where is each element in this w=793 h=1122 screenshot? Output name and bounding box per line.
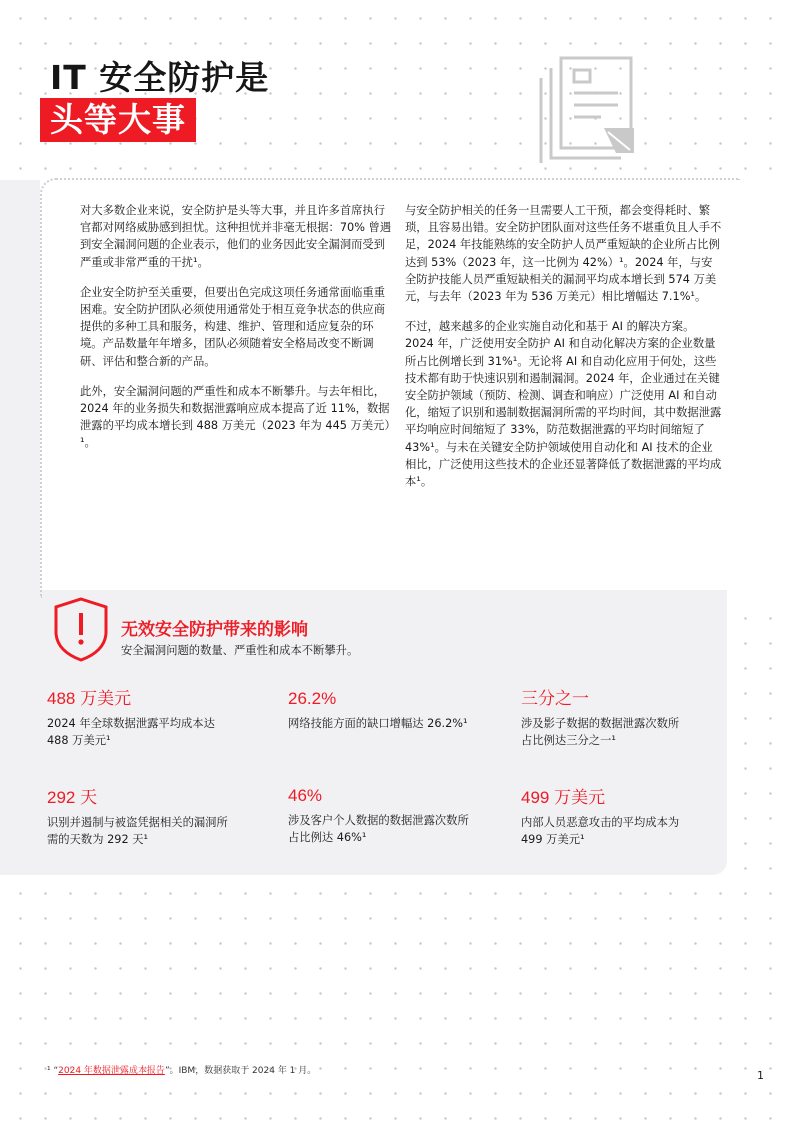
stat-item — [521, 786, 731, 848]
stat-item — [521, 687, 731, 749]
paragraph: 与安全防护相关的任务一旦需要人工干预，都会变得耗时、繁琐，且容易出错。安全防护团队面对这些任务不堪重负且人手不足，2024 年技能熟练的安全防护人员严重短缺的企业所占比例达到 53%（2023 年，这一比例为 42%）¹。2024 年，与安全防护技能人员严重短缺相关的漏洞平均成本增长到 574 万美元，与去年（2023 年为 536 万美元）相比增幅达 7.1%¹。 — [405, 204, 722, 304]
stat-item — [47, 687, 257, 749]
stat-description: 涉及影子数据的数据泄露次数所占比例达三分之一¹ — [521, 717, 680, 747]
report-link[interactable]: 2024 年数据泄露成本报告 — [58, 1066, 165, 1076]
paragraph: 此外，安全漏洞问题的严重性和成本不断攀升。与去年相比，2024 年的业务损失和数据泄露响应成本提高了近 11%，数据泄露的平均成本增长到 488 万美元（2023 年为 445 万美元）¹。 — [80, 384, 391, 450]
stat-value: 26.2% — [288, 689, 337, 708]
impact-subheading: 安全漏洞问题的数量、严重性和成本不断攀升。 — [121, 644, 359, 657]
paragraph: 不过，越来越多的企业实施自动化和基于 AI 的解决方案。2024 年，广泛使用安全防护 AI 和自动化解决方案的企业数量所占比例增长到 31%¹。无论将 AI 和自动化应用于何处，这些技术都有助于快速识别和遏制漏洞。2024 年，企业通过在关键安全防护领域（预防、检测、调查和响应）广泛使用 AI 和自动化，缩短了识别和遏制数据漏洞所需的平均时间，其中数据泄露平均响应时间缩短了 33%，防范数据泄露的平均时间缩短了 43%¹。与未在关键安全防护领域使用自动化和 AI 技术的企业相比，广泛使用这些技术的企业还显著降低了数据泄露的平均成本¹。 — [405, 320, 722, 489]
left-text-column — [80, 202, 392, 465]
footnote-marker: ¹ — [47, 1066, 51, 1076]
stat-value: 46% — [288, 786, 323, 805]
paragraph: 企业安全防护至关重要，但要出色完成这项任务通常面临重重困难。安全防护团队必须使用通常处于相互竞争状态的供应商提供的多种工具和服务，构建、维护、管理和适应复杂的环境。产品数量年年增多，团队必须随着安全格局改变不断调研、评估和整合新的产品。 — [80, 285, 386, 368]
page-title-line2: 头等大事 — [40, 98, 196, 142]
stat-description: 2024 年全球数据泄露平均成本达 488 万美元¹ — [47, 717, 215, 747]
shield-warning-icon — [53, 596, 109, 662]
stacked-documents-icon — [526, 48, 641, 163]
paragraph: 对大多数企业来说，安全防护是头等大事，并且许多首席执行官都对网络威胁感到担忧。这种担忧并非毫无根据：70% 曾遇到安全漏洞问题的企业表示，他们的业务因此安全漏洞而受到严重或非常严重的干扰¹。 — [80, 204, 392, 269]
stat-description: 内部人员恶意攻击的平均成本为 499 万美元¹ — [521, 816, 680, 846]
stat-description: 网络技能方面的缺口增幅达 26.2%¹ — [288, 717, 468, 730]
stat-value: 292 天 — [47, 788, 98, 807]
stat-value: 三分之一 — [521, 689, 589, 708]
stat-description: 识别并遏制与被盗凭据相关的漏洞所需的天数为 292 天¹ — [47, 816, 228, 846]
stat-item — [288, 687, 498, 732]
stat-value: 488 万美元 — [47, 689, 132, 708]
stat-item — [288, 784, 498, 846]
right-text-column — [405, 202, 723, 503]
footnote — [47, 1063, 316, 1076]
footnote-open-quote: “ — [53, 1066, 59, 1076]
page-number: 1 — [757, 1069, 764, 1082]
page-title-line1: IT 安全防护是 — [50, 58, 270, 97]
stat-item — [47, 786, 257, 848]
impact-heading: 无效安全防护带来的影响 — [121, 620, 308, 640]
footnote-text: ”。IBM，数据获取于 2024 年 1 月。 — [164, 1066, 317, 1076]
stat-description: 涉及客户个人数据的数据泄露次数所占比例达 46%¹ — [288, 814, 469, 844]
left-grey-band — [0, 180, 40, 600]
stat-value: 499 万美元 — [521, 788, 606, 807]
